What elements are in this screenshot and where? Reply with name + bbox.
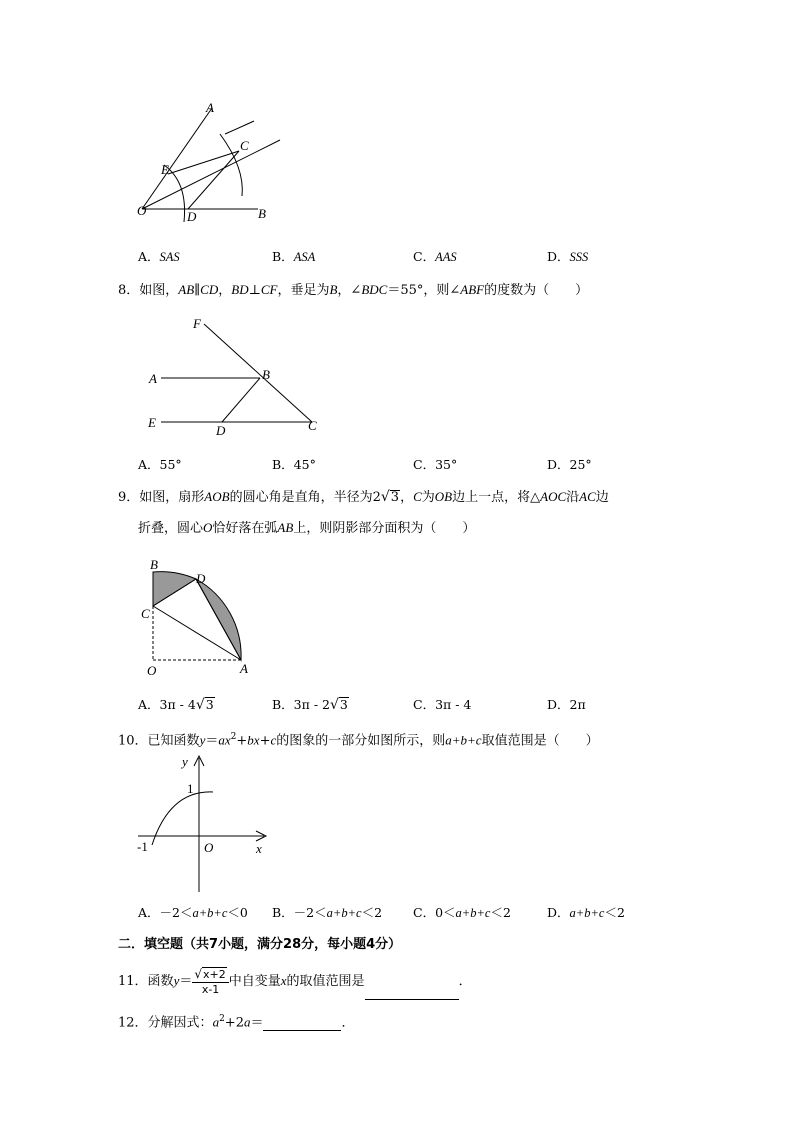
label-A: A <box>240 661 248 676</box>
label-D: D <box>216 423 226 438</box>
q9-option-a: A．3π - 4√3 <box>138 697 214 713</box>
label-A: A <box>149 371 157 386</box>
q10-question: 10．已知函数$y=ax^2+bx+c$的图象的一部分如图所示，则a+b+c取值范围是（ ） <box>118 732 599 749</box>
q12-question: 12．分解因式：$a^2+2a=$ ． <box>118 1014 355 1031</box>
label-B: B <box>262 367 270 382</box>
label-B: B <box>258 206 266 221</box>
q8-option-b: B．45° <box>272 457 316 472</box>
q10-option-d: D．a+b+c＜2 <box>547 905 625 920</box>
figure-q8 <box>140 312 340 442</box>
q9-option-d: D．2π <box>547 697 586 712</box>
q9-question-line2: 折叠，圆心O恰好落在弧AB上，则阴影部分面积为（ ） <box>138 520 476 536</box>
label-C: C <box>141 606 150 621</box>
label-B: B <box>150 557 158 572</box>
label-E: E <box>148 415 156 430</box>
label-E: E <box>161 162 169 177</box>
q10-option-a: A．－2＜a+b+c＜0 <box>138 905 248 920</box>
q7-option-c: C．AAS <box>413 249 457 264</box>
label-O: O <box>147 663 157 678</box>
label-x: x <box>256 841 262 856</box>
q12-answer-blank[interactable] <box>263 1016 341 1031</box>
label-O: O <box>204 840 214 855</box>
q7-option-b: B．ASA <box>272 249 316 264</box>
q10-option-b: B．－2＜a+b+c＜2 <box>272 905 383 920</box>
q8-option-a: A．55° <box>138 457 182 472</box>
q10-option-c: C．0＜a+b+c＜2 <box>413 905 511 920</box>
label-y: y <box>182 754 188 769</box>
q8-option-c: C．35° <box>413 457 458 472</box>
figure-q7 <box>130 98 290 228</box>
label-D: D <box>196 571 206 586</box>
q8-option-d: D．25° <box>547 457 592 472</box>
label-C: C <box>308 418 317 433</box>
figure-q9 <box>138 554 258 679</box>
q11-answer-blank[interactable] <box>365 985 459 1000</box>
q9-option-c: C．3π - 4 <box>413 697 472 712</box>
section-title: 二．填空题（共7小题，满分28分，每小题4分） <box>118 937 402 952</box>
label-F: F <box>193 316 201 331</box>
label-neg-one: -1 <box>137 839 148 854</box>
q9-question-line1: 9．如图，扇形AOB的圆心角是直角，半径为2√3，C为OB边上一点，将△AOC沿AC边 <box>118 489 609 505</box>
q7-option-a: A．SAS <box>138 249 180 264</box>
label-O: O <box>137 203 147 218</box>
label-D: D <box>187 209 197 224</box>
q11-fraction: $\frac{√x+2}{x-1}$ <box>192 967 228 997</box>
q11-question: 11．函数y＝ $\frac{√x+2}{x-1}$ 中自变量x的取值范围是 ． <box>118 963 472 999</box>
q7-option-d: D．SSS <box>547 249 589 264</box>
figure-q10 <box>130 750 275 895</box>
label-A: A <box>206 100 214 115</box>
q8-question: 8．如图，AB∥CD，BD⊥CF，垂足为B，∠BDC＝55°，则∠ABF的度数为（ ） <box>118 282 589 298</box>
label-one: 1 <box>187 781 194 796</box>
q9-option-b: B．3π - 2√3 <box>272 697 348 713</box>
label-C: C <box>240 138 249 153</box>
